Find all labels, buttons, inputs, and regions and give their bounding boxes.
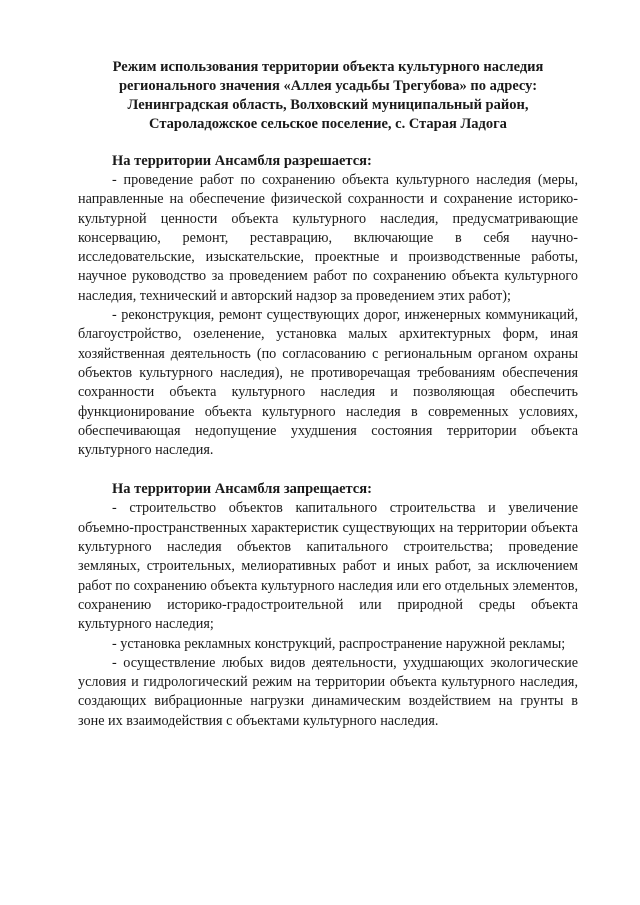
section-spacer <box>78 460 578 480</box>
allowed-heading: На территории Ансамбля разрешается: <box>112 153 372 169</box>
forbidden-item: - установка рекламных конструкций, распространение наружной рекламы; <box>112 635 566 652</box>
title-line: Режим использования территории объекта культурного наследия <box>112 59 544 75</box>
allowed-item: - реконструкция, ремонт существующих дорог, инженерных коммуникаций, благоустройство, озеленение, установка малых архитектурных форм, иная хозяйственная деятельность (по согласованию с региональным органом охраны объектов культурного наследия), не противоречащая требованиям обеспечения сохранности объекта культурного наследия и позволяющая обеспечить функционирование объекта культурного наследия в современных условиях, обеспечивающая недопущение ухудшения состояния территории объекта культурного наследия. <box>78 307 578 459</box>
allowed-item: - проведение работ по сохранению объекта культурного наследия (меры, направленные на обеспечение физической сохранности и сохранение историко-культурной ценности объекта культурного наследия, предусматривающие консервацию, ремонт, реставрацию, включающие в себя научно-исследовательские, изыскательские, проектные и производственные работы, научное руководство за проведением работ по сохранению объекта культурного наследия, технический и авторский надзор за проведением этих работ); <box>78 172 578 304</box>
forbidden-section <box>78 480 578 731</box>
title-line: Староладожское сельское поселение, с. Старая Ладога <box>149 116 507 132</box>
document-page <box>78 58 578 731</box>
document-title <box>78 58 578 134</box>
allowed-section <box>78 152 578 460</box>
title-line: Ленинградская область, Волховский муниципальный район, <box>127 97 529 113</box>
forbidden-heading: На территории Ансамбля запрещается: <box>112 481 372 498</box>
forbidden-item: - строительство объектов капитального строительства и увеличение объемно-пространственных характеристик существующих на территории объекта культурного наследия объектов капитального строительства; проведение земляных, строительных, мелиоративных работ и иных работ, за исключением работ по сохранению объекта культурного наследия или его отдельных элементов, сохранению историко-градостроительной или природной среды объекта культурного наследия; <box>78 500 578 633</box>
title-line: регионального значения «Аллея усадьбы Трегубова» по адресу: <box>118 78 538 94</box>
forbidden-item: - осуществление любых видов деятельности, ухудшающих экологические условия и гидрологический режим на территории объекта культурного наследия, создающих вибрационные нагрузки динамическим воздействием на грунты в зоне их взаимодействия с объектами культурного наследия. <box>78 654 578 729</box>
